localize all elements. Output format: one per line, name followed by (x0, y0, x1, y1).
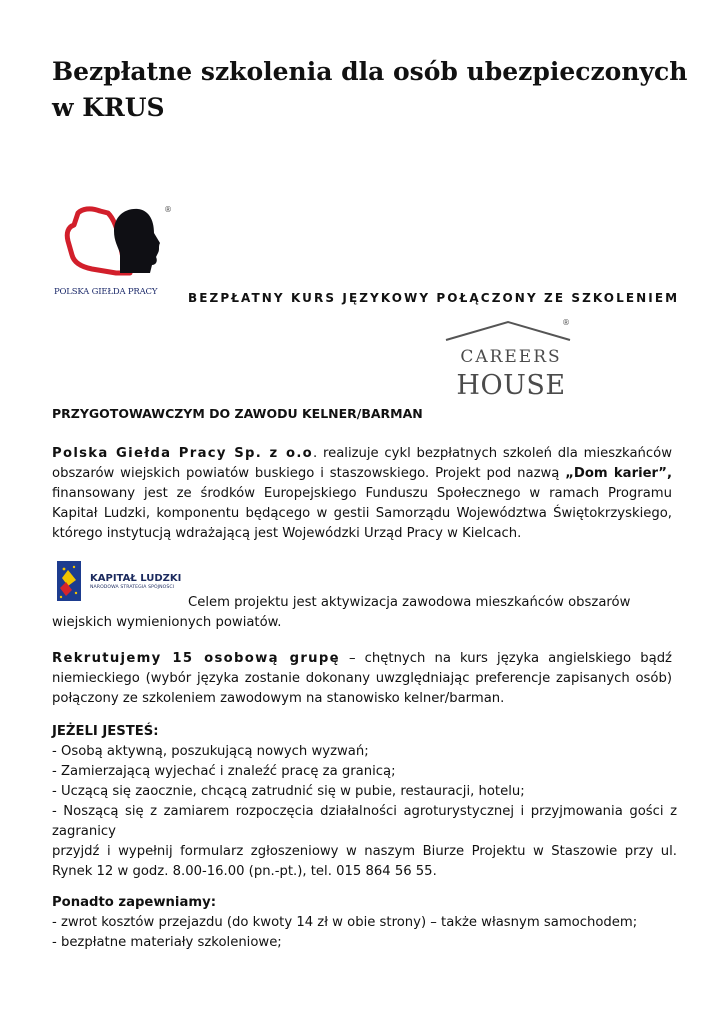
project-name: „Dom karier”, (565, 466, 672, 481)
list-item: - Zamierzającą wyjechać i znaleźć pracę za granicą; (52, 764, 396, 779)
provide-heading: Ponadto zapewniamy: (52, 895, 216, 910)
list-item: - Uczącą się zaocznie, chcącą zatrudnić się w pubie, restauracji, hotelu; (52, 784, 525, 799)
roof-icon (446, 322, 570, 340)
polska-gielda-pracy-logo (52, 203, 184, 305)
goal-line2: wiejskich wymienionych powiatów. (52, 615, 282, 630)
kl-title: KAPITAŁ LUDZKI (90, 573, 182, 584)
page-title: Bezpłatne szkolenia dla osób ubezpieczonych w KRUS (52, 57, 688, 122)
head-silhouette (114, 209, 160, 273)
intro-text-2: finansowany jest ze środków Europejskiego Funduszu Społecznego w ramach Programu Kapitał Ludzki, komponentu będącego w gestii Samorządu Województwa Świętokrzyskiego, którego instytucją wdrażającą jest Wojewódzki Urząd Pracy w Kielcach. (52, 486, 672, 541)
recruit-text: – chętnych na kurs języka angielskiego bądź niemieckiego (wybór języka zostanie dokonany uwzględniając preferencje zapisanych osób) połączony ze szkoleniem zawodowym na stanowisko kelner/barman. (52, 651, 672, 706)
careers-house-logo (444, 320, 574, 412)
recruit-bold: Rekrutujemy 15 osobową grupę (52, 651, 340, 666)
intro-text-1: . realizuje cykl bezpłatnych szkoleń dla mieszkańców obszarów wiejskich powiatów buskiego i staszowskiego. Projekt pod nazwą (52, 446, 672, 481)
if-you-are-heading: JEŻELI JESTEŚ: (52, 724, 159, 739)
kl-subtitle: NARODOWA STRATEGIA SPÓJNOŚCI (90, 585, 175, 590)
registered-mark: ® (562, 318, 570, 327)
intro-paragraph (52, 444, 672, 544)
list-item: - zwrot kosztów przejazdu (do kwoty 14 zł w obie strony) – także własnym samochodem; (52, 915, 638, 930)
list-item: - Osobą aktywną, poszukującą nowych wyzwań; (52, 744, 369, 759)
house-word: HOUSE (456, 370, 566, 401)
provide-section (52, 893, 677, 953)
contact-info: przyjdź i wypełnij formularz zgłoszeniowy w naszym Biurze Projektu w Staszowie przy ul. Rynek 12 w godz. 8.00-16.00 (pn.-pt.), tel. 015 864 56 55. (52, 844, 677, 879)
list-item: - bezpłatne materiały szkoleniowe; (52, 935, 282, 950)
course-heading-line1: BEZPŁATNY KURS JĘZYKOWY POŁĄCZONY ZE SZKOLENIEM (188, 291, 680, 305)
list-item: - Noszącą się z zamiarem rozpoczęcia działalności agroturystycznej i przyjmowania gości z zagranicy (52, 804, 677, 839)
registered-mark: ® (164, 205, 172, 214)
course-heading-line2: PRZYGOTOWAWCZYM DO ZAWODU KELNER/BARMAN (52, 406, 423, 421)
recruit-paragraph (52, 649, 672, 709)
if-you-are-section (52, 722, 677, 882)
company-name: Polska Giełda Pracy Sp. z o.o (52, 446, 313, 461)
kapital-ludzki-logo (56, 560, 206, 604)
goal-line1: Celem projektu jest aktywizacja zawodowa mieszkańców obszarów (188, 595, 631, 610)
pgp-logo-text: POLSKA GIEŁDA PRACY (54, 287, 158, 297)
careers-word: CAREERS (460, 347, 562, 367)
